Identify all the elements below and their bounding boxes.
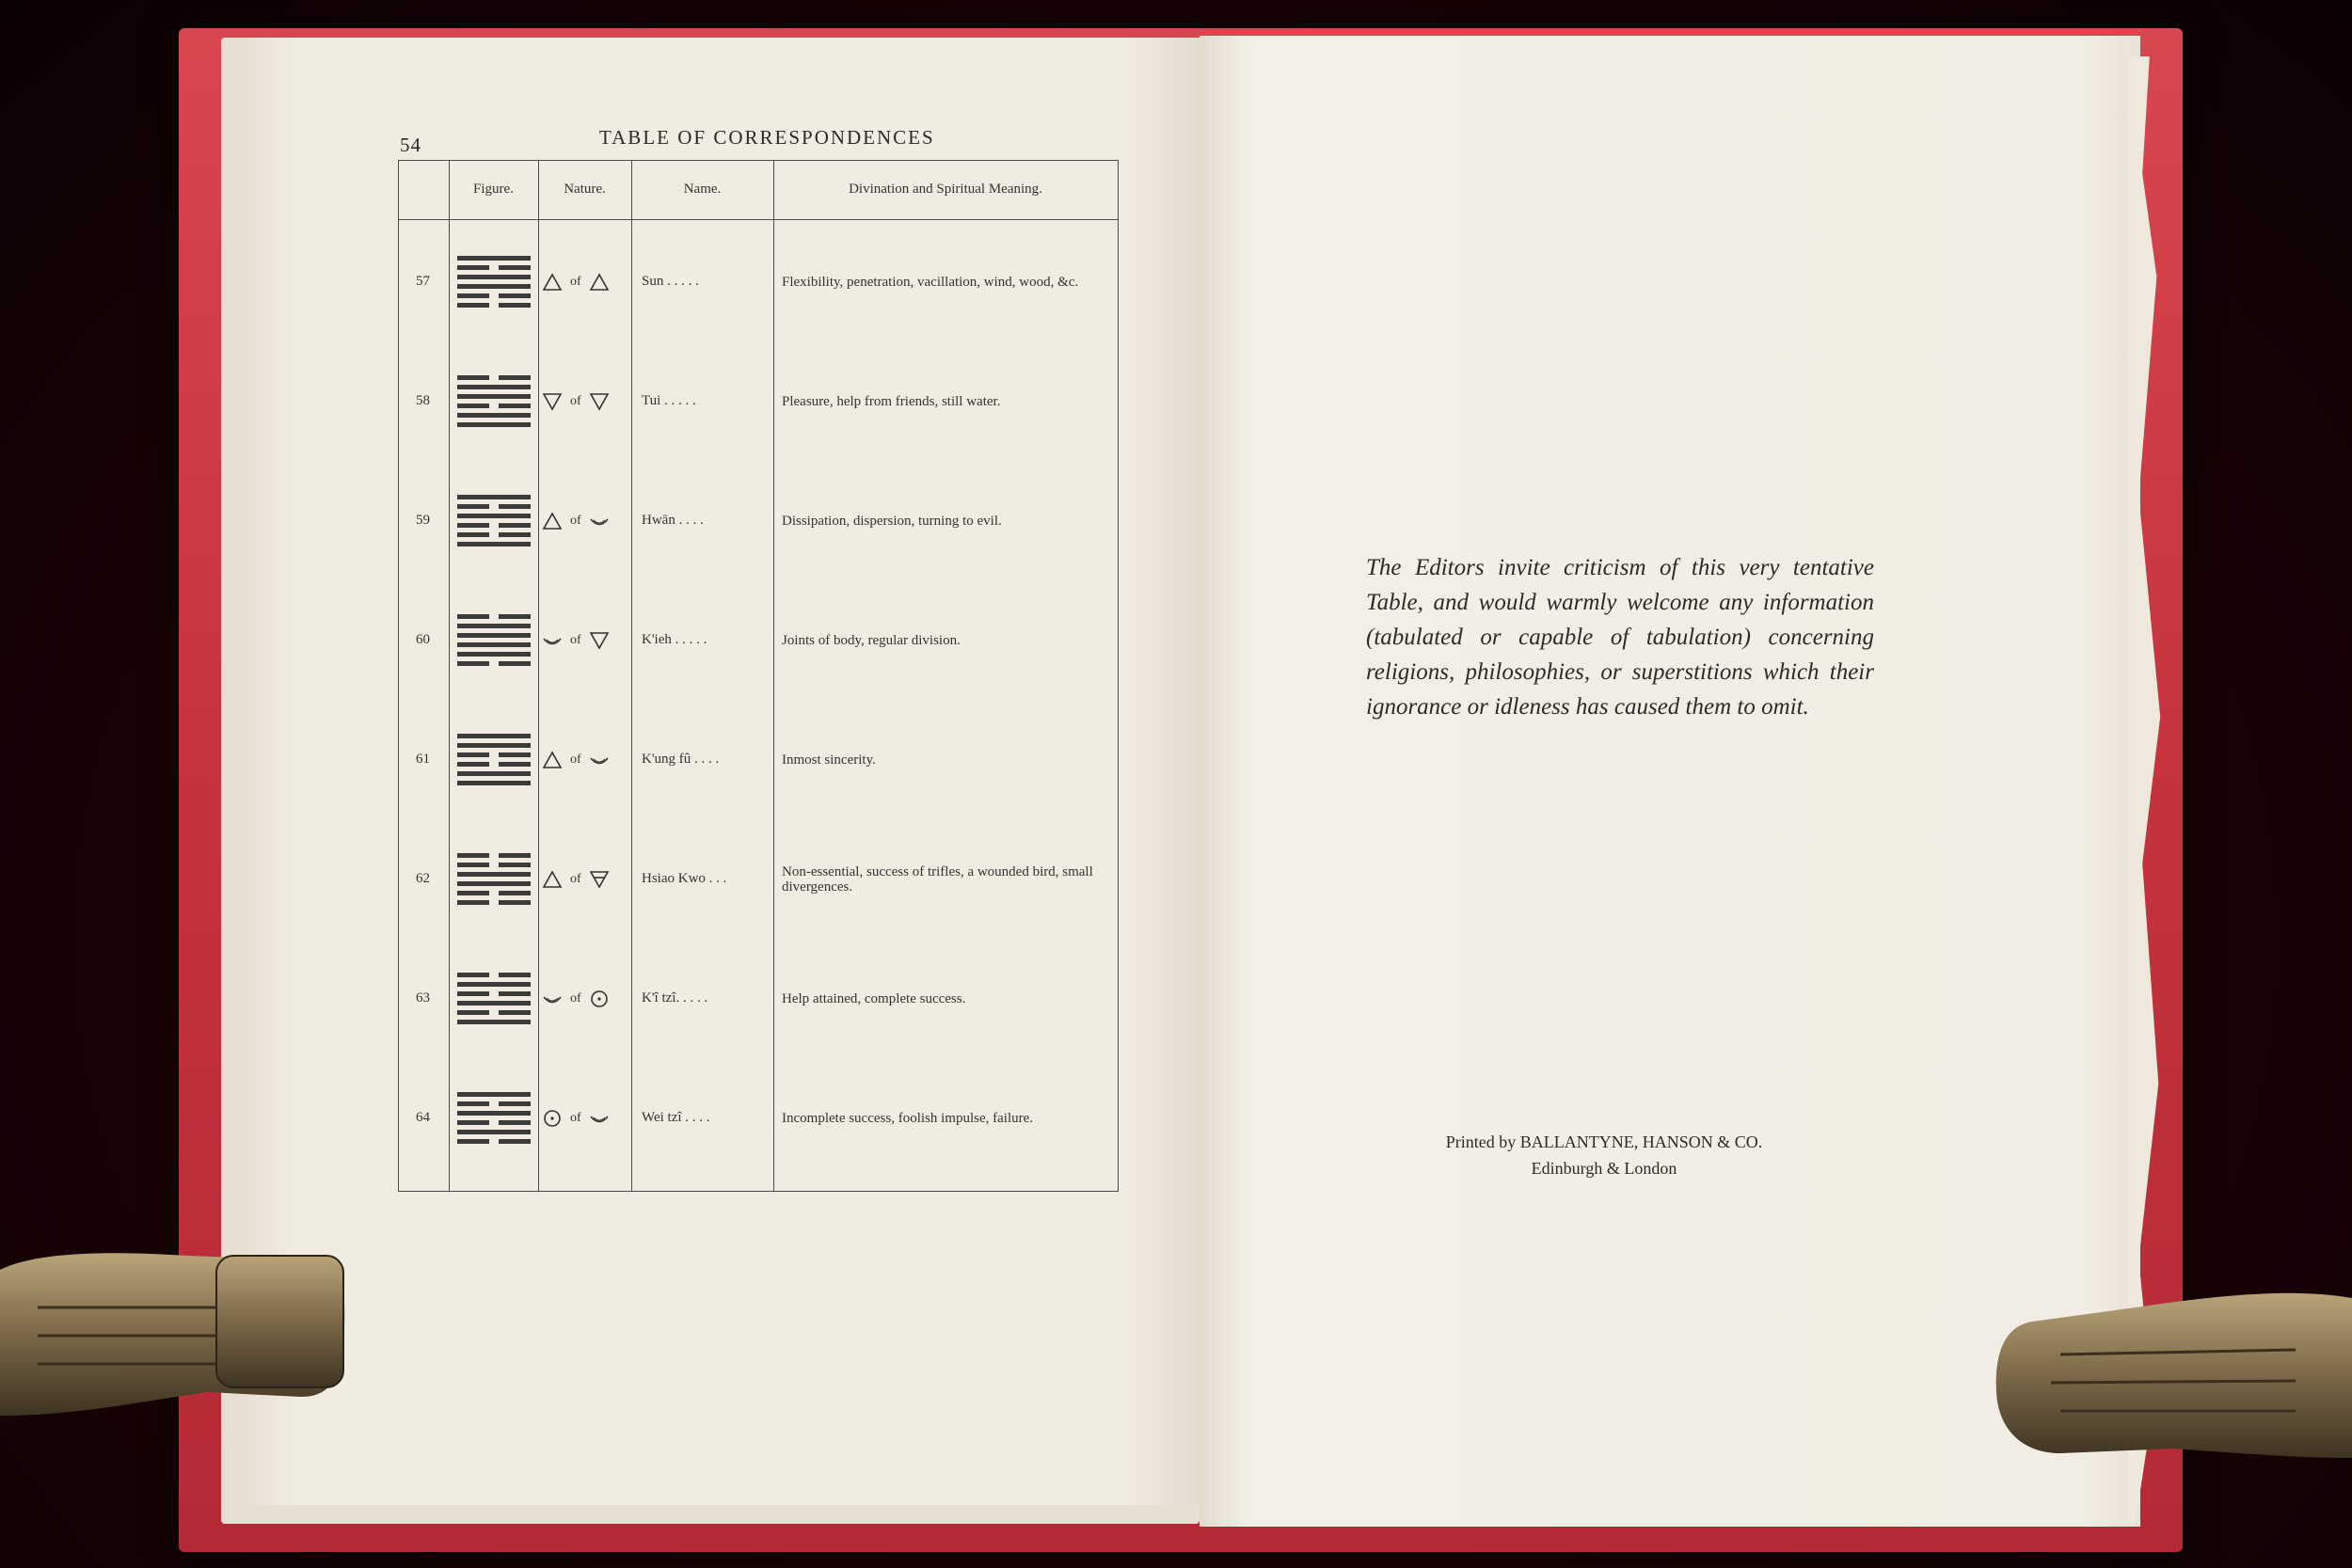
hexagram-figure bbox=[457, 819, 531, 939]
printer-line: Printed by BALLANTYNE, HANSON & CO. bbox=[1445, 1132, 1763, 1151]
nature-symbols bbox=[542, 222, 610, 341]
row-number: 64 bbox=[416, 1110, 430, 1125]
nature-of: of bbox=[570, 990, 581, 1006]
table-row bbox=[399, 580, 1118, 700]
nature-symbols bbox=[542, 819, 610, 939]
divination-meaning: Incomplete success, foolish impulse, failure. bbox=[782, 1110, 1034, 1126]
hexagram-name: K'î tzî. . . . . bbox=[642, 990, 708, 1006]
hexagram-figure bbox=[457, 939, 531, 1058]
table-row bbox=[399, 819, 1118, 939]
hexagram-figure bbox=[457, 461, 531, 580]
left-brass-hand bbox=[0, 1213, 358, 1458]
column-header-name: Name. bbox=[683, 182, 722, 197]
nature-of: of bbox=[570, 1110, 581, 1125]
divination-meaning: Dissipation, dispersion, turning to evil. bbox=[782, 513, 1002, 529]
column-header-nature: Nature. bbox=[564, 182, 606, 197]
column-header-figure: Figure. bbox=[473, 182, 514, 197]
printer-imprint bbox=[1439, 1129, 1769, 1181]
hexagram-name: Tui . . . . . bbox=[642, 393, 696, 408]
nature-symbols bbox=[542, 341, 610, 461]
divination-meaning: Flexibility, penetration, vacillation, wind, wood, &c. bbox=[782, 274, 1079, 290]
hexagram-figure bbox=[457, 580, 531, 700]
row-number: 57 bbox=[416, 274, 430, 289]
page-title: TABLE OF CORRESPONDENCES bbox=[599, 126, 935, 149]
hexagram-name: K'ieh . . . . . bbox=[642, 632, 707, 647]
hexagram-name: Wei tzî . . . . bbox=[642, 1110, 710, 1125]
nature-symbols bbox=[542, 700, 610, 819]
table-row bbox=[399, 461, 1118, 580]
row-number: 62 bbox=[416, 871, 430, 886]
nature-of: of bbox=[570, 752, 581, 767]
nature-of: of bbox=[570, 871, 581, 886]
nature-symbols bbox=[542, 580, 610, 700]
nature-of: of bbox=[570, 513, 581, 528]
hexagram-name: Hsiao Kwo . . . bbox=[642, 871, 727, 886]
row-number: 63 bbox=[416, 990, 430, 1006]
row-number: 59 bbox=[416, 513, 430, 528]
printer-location: Edinburgh & London bbox=[1531, 1159, 1677, 1178]
row-number: 58 bbox=[416, 393, 430, 408]
row-number: 60 bbox=[416, 632, 430, 647]
row-number: 61 bbox=[416, 752, 430, 767]
table-row bbox=[399, 341, 1118, 461]
divination-meaning: Pleasure, help from friends, still water. bbox=[782, 393, 1001, 409]
table-row bbox=[399, 700, 1118, 819]
column-header-divination: Divination and Spiritual Meaning. bbox=[849, 182, 1042, 197]
editors-note: The Editors invite criticism of this very tentative Table, and would warmly welcome any information (tabulated or capable of tabulation) concerning religions, philosophies, or superstitions which their ignorance or idleness has caused them to omit. bbox=[1366, 555, 1874, 720]
nature-symbols bbox=[542, 939, 610, 1058]
hexagram-name: Hwān . . . . bbox=[642, 513, 704, 528]
nature-symbols bbox=[542, 1058, 610, 1178]
divination-meaning: Non-essential, success of trifles, a wounded bird, small divergences. bbox=[782, 863, 1093, 895]
hexagram-name: K'ung fû . . . . bbox=[642, 752, 720, 767]
divination-meaning: Joints of body, regular division. bbox=[782, 632, 961, 648]
hexagram-figure bbox=[457, 341, 531, 461]
nature-of: of bbox=[570, 632, 581, 647]
correspondence-table bbox=[398, 160, 1119, 1192]
hexagram-figure bbox=[457, 1058, 531, 1178]
hexagram-name: Sun . . . . . bbox=[642, 274, 699, 289]
right-brass-hand bbox=[1985, 1270, 2352, 1514]
hexagram-figure bbox=[457, 222, 531, 341]
nature-of: of bbox=[570, 393, 581, 408]
page-number: 54 bbox=[400, 134, 421, 156]
header-rule bbox=[399, 219, 1118, 220]
table-row bbox=[399, 939, 1118, 1058]
divination-meaning: Help attained, complete success. bbox=[782, 990, 966, 1006]
table-row bbox=[399, 1058, 1118, 1178]
divination-meaning: Inmost sincerity. bbox=[782, 752, 876, 768]
nature-of: of bbox=[570, 274, 581, 289]
nature-symbols bbox=[542, 461, 610, 580]
table-row bbox=[399, 222, 1118, 341]
hexagram-figure bbox=[457, 700, 531, 819]
